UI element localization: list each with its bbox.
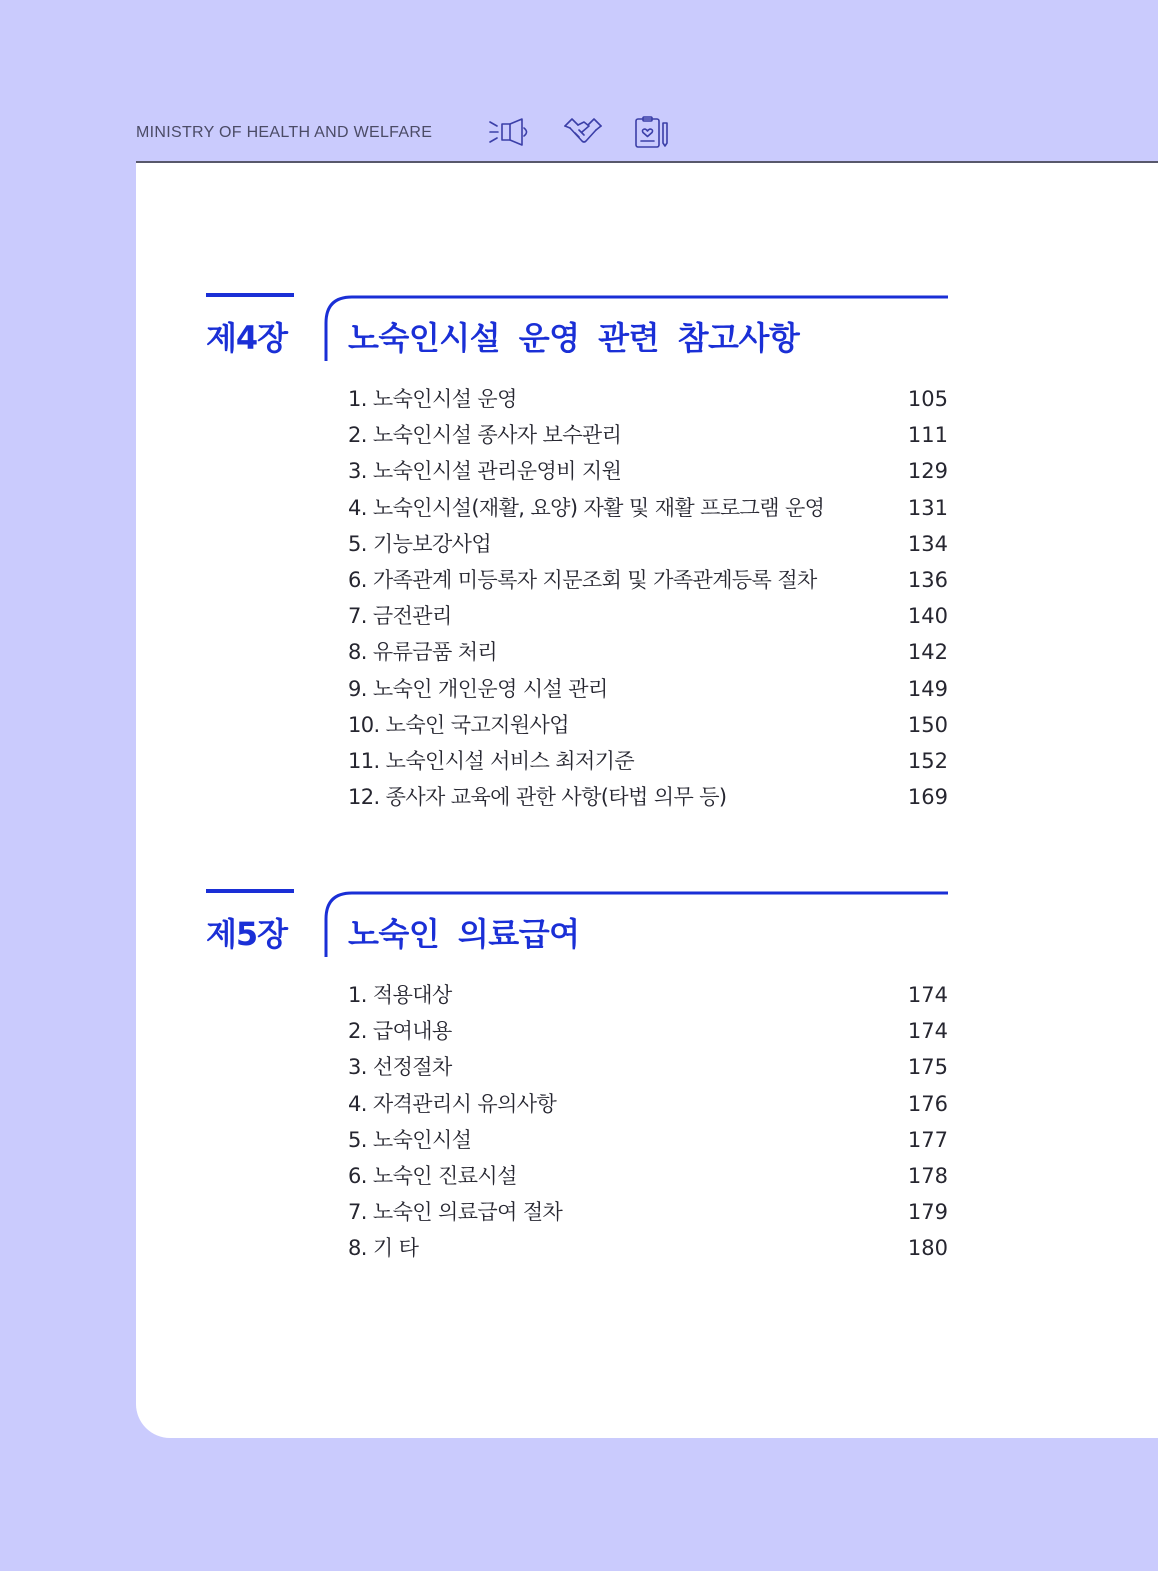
toc-item-label: 6. 노숙인 진료시설 xyxy=(348,1163,517,1188)
chapter-number: 제4장 xyxy=(206,319,288,357)
toc-item[interactable] xyxy=(348,562,948,598)
toc-item-label: 1. 노숙인시설 운영 xyxy=(348,387,517,411)
toc-item-page: 178 xyxy=(907,1163,948,1188)
toc-item-label: 2. 급여내용 xyxy=(348,1019,452,1044)
toc-item-label: 5. 노숙인시설 xyxy=(348,1127,472,1152)
toc-item[interactable] xyxy=(348,490,948,526)
toc-item-page: 175 xyxy=(907,1055,948,1080)
toc-list xyxy=(348,977,948,1267)
toc-item-page: 177 xyxy=(907,1127,948,1152)
toc-item[interactable] xyxy=(348,977,948,1013)
toc-item-page: 174 xyxy=(907,983,948,1007)
toc-item[interactable] xyxy=(348,634,948,670)
chapter-title: 노숙인 의료급여 xyxy=(348,915,580,953)
megaphone-icon xyxy=(488,114,534,150)
toc-item-label: 9. 노숙인 개인운영 시설 관리 xyxy=(348,676,608,701)
toc-item-page: 176 xyxy=(907,1091,948,1116)
chapter-title: 노숙인시설 운영 관련 참고사항 xyxy=(348,319,800,357)
toc-item-label: 8. 유류금품 처리 xyxy=(348,640,498,665)
toc-item-label: 6. 가족관계 미등록자 지문조회 및 가족관계등록 절차 xyxy=(348,567,817,592)
chapter-number-bar xyxy=(206,293,294,297)
toc-item-page: 134 xyxy=(907,531,948,556)
toc-item[interactable] xyxy=(348,1194,948,1230)
toc-list xyxy=(348,381,948,815)
toc-item[interactable] xyxy=(348,417,948,453)
toc-item-label: 2. 노숙인시설 종사자 보수관리 xyxy=(348,423,622,448)
toc-item-page: 131 xyxy=(907,495,948,520)
clipboard-heart-icon xyxy=(633,114,669,150)
toc-item-page: 150 xyxy=(907,712,948,737)
toc-item[interactable] xyxy=(348,453,948,489)
toc-item[interactable] xyxy=(348,743,948,779)
toc-item-page: 179 xyxy=(907,1200,948,1225)
chapter-number-bar xyxy=(206,889,294,893)
toc-item-label: 7. 노숙인 의료급여 절차 xyxy=(348,1200,563,1225)
toc-item-label: 11. 노숙인시설 서비스 최저기준 xyxy=(348,748,635,773)
toc-item-label: 12. 종사자 교육에 관한 사항(타법 의무 등) xyxy=(348,785,727,810)
toc-item[interactable] xyxy=(348,1086,948,1122)
toc-item[interactable] xyxy=(348,1049,948,1085)
toc-item-label: 1. 적용대상 xyxy=(348,983,452,1007)
toc-item[interactable] xyxy=(348,779,948,815)
toc-item-page: 174 xyxy=(907,1019,948,1044)
toc-item[interactable] xyxy=(348,1158,948,1194)
toc-item-page: 142 xyxy=(907,640,948,665)
toc-item[interactable] xyxy=(348,526,948,562)
toc-item-label: 4. 자격관리시 유의사항 xyxy=(348,1091,557,1116)
toc-item-page: 129 xyxy=(907,459,948,484)
toc-item-label: 8. 기 타 xyxy=(348,1236,419,1261)
toc-item-page: 136 xyxy=(907,567,948,592)
toc-item-label: 7. 금전관리 xyxy=(348,604,452,629)
content-sheet xyxy=(136,163,1158,1438)
toc-item[interactable] xyxy=(348,381,948,417)
toc-item[interactable] xyxy=(348,598,948,634)
toc-item-page: 140 xyxy=(907,604,948,629)
handshake-icon xyxy=(562,114,604,150)
chapter-number: 제5장 xyxy=(206,915,288,953)
toc-item-label: 5. 기능보강사업 xyxy=(348,531,492,556)
toc-item[interactable] xyxy=(348,1122,948,1158)
toc-item-label: 10. 노숙인 국고지원사업 xyxy=(348,712,569,737)
toc-item-page: 180 xyxy=(907,1236,948,1261)
toc-item[interactable] xyxy=(348,707,948,743)
toc-item-page: 149 xyxy=(907,676,948,701)
toc-item-page: 152 xyxy=(907,748,948,773)
toc-item[interactable] xyxy=(348,1230,948,1266)
ministry-name: MINISTRY OF HEALTH AND WELFARE xyxy=(136,124,433,141)
toc-item-page: 111 xyxy=(907,423,948,448)
toc-item-label: 3. 선정절차 xyxy=(348,1055,452,1080)
toc-item-page: 169 xyxy=(907,785,948,810)
toc-item[interactable] xyxy=(348,671,948,707)
toc-item-label: 4. 노숙인시설(재활, 요양) 자활 및 재활 프로그램 운영 xyxy=(348,495,825,520)
toc-item[interactable] xyxy=(348,1013,948,1049)
page-header xyxy=(0,0,1158,162)
toc-item-label: 3. 노숙인시설 관리운영비 지원 xyxy=(348,459,622,484)
toc-item-page: 105 xyxy=(907,387,948,411)
